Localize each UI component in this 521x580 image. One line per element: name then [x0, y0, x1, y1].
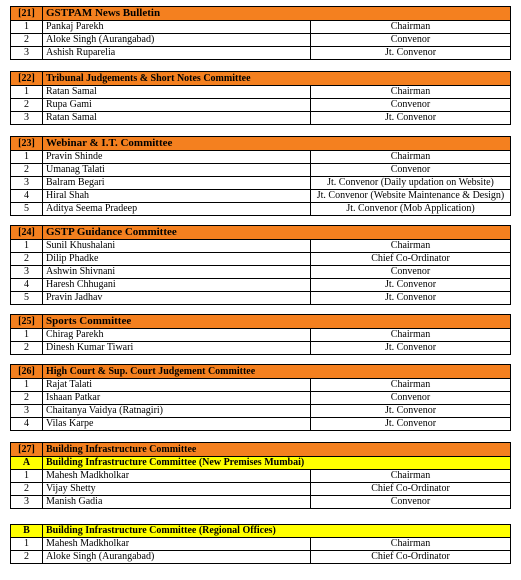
member-name: Haresh Chhugani	[43, 279, 311, 292]
member-role: Chief Co-Ordinator	[311, 551, 511, 564]
member-name: Chaitanya Vaidya (Ratnagiri)	[43, 405, 311, 418]
member-row	[11, 538, 511, 551]
member-role: Convenor	[310, 34, 510, 47]
member-row	[11, 266, 511, 279]
member-row	[11, 405, 511, 418]
member-role: Convenor	[311, 99, 511, 112]
member-role: Chairman	[311, 379, 511, 392]
serial-number: 3	[11, 405, 43, 418]
member-name: Pankaj Parekh	[43, 21, 311, 34]
serial-number: 3	[11, 47, 43, 60]
member-row	[11, 253, 511, 266]
member-role: Jt. Convenor	[310, 342, 510, 355]
serial-number: 2	[11, 551, 43, 564]
member-role: Jt. Convenor (Daily updation on Website)	[310, 177, 510, 190]
member-row	[11, 112, 511, 125]
serial-number: 4	[11, 190, 43, 203]
member-row	[11, 551, 511, 564]
member-name: Manish Gadia	[43, 496, 311, 509]
serial-number: 2	[11, 99, 43, 112]
member-name: Hiral Shah	[43, 190, 311, 203]
committee-table	[10, 364, 511, 431]
serial-number: 3	[11, 496, 43, 509]
committee-header	[11, 137, 511, 151]
committee-header	[11, 365, 511, 379]
serial-number: 3	[11, 177, 43, 190]
member-name: Dinesh Kumar Tiwari	[43, 342, 311, 355]
member-name: Vijay Shetty	[43, 483, 311, 496]
committee-number: [26]	[11, 365, 43, 379]
committee-table	[10, 225, 511, 305]
serial-number: 1	[11, 379, 43, 392]
member-name: Aloke Singh (Aurangabad)	[43, 551, 311, 564]
member-name: Ratan Samal	[43, 112, 311, 125]
member-role: Chairman	[310, 21, 510, 34]
committee-number: [27]	[11, 443, 43, 457]
member-row	[11, 86, 511, 99]
member-role: Chairman	[311, 86, 511, 99]
member-name: Rajat Talati	[43, 379, 311, 392]
serial-number: 4	[11, 279, 43, 292]
member-role: Chief Co-Ordinator	[311, 253, 511, 266]
serial-number: 1	[11, 240, 43, 253]
committee-table	[10, 314, 511, 355]
serial-number: 2	[11, 483, 43, 496]
committee-number: [21]	[11, 7, 43, 21]
member-name: Ashwin Shivnani	[43, 266, 311, 279]
member-role: Jt. Convenor (Website Maintenance & Design)	[310, 190, 510, 203]
subcommittee-header	[11, 525, 511, 538]
member-role: Chairman	[311, 538, 511, 551]
serial-number: 3	[11, 112, 43, 125]
member-name: Balram Begari	[43, 177, 311, 190]
serial-number: 3	[11, 266, 43, 279]
committee-title: Building Infrastructure Committee	[43, 443, 511, 457]
member-row	[11, 392, 511, 405]
committee-header	[11, 7, 511, 21]
member-row	[11, 47, 511, 60]
serial-number: 2	[11, 392, 43, 405]
committee-table	[10, 136, 511, 216]
serial-number: 5	[11, 292, 43, 305]
member-role: Chairman	[310, 470, 510, 483]
committee-title: Sports Committee	[43, 315, 511, 329]
committee-title: Webinar & I.T. Committee	[43, 137, 511, 151]
member-row	[11, 34, 511, 47]
member-row	[11, 483, 511, 496]
member-row	[11, 496, 511, 509]
member-row	[11, 470, 511, 483]
committee-header	[11, 72, 511, 86]
member-role: Convenor	[310, 496, 510, 509]
committee-header	[11, 443, 511, 457]
member-name: Ishaan Patkar	[43, 392, 311, 405]
committee-number: [25]	[11, 315, 43, 329]
member-name: Pravin Jadhav	[43, 292, 311, 305]
member-name: Dilip Phadke	[43, 253, 311, 266]
committee-table-building	[10, 442, 511, 509]
committee-title: GSTP Guidance Committee	[43, 226, 511, 240]
member-role: Chairman	[310, 329, 510, 342]
committee-title: Tribunal Judgements & Short Notes Committee	[43, 72, 511, 86]
member-role: Convenor	[310, 164, 510, 177]
member-name: Mahesh Madkholkar	[43, 538, 311, 551]
member-row	[11, 279, 511, 292]
serial-number: 2	[11, 253, 43, 266]
member-name: Aloke Singh (Aurangabad)	[43, 34, 311, 47]
serial-number: 1	[11, 470, 43, 483]
committee-header	[11, 226, 511, 240]
member-row	[11, 418, 511, 431]
member-role: Chairman	[311, 240, 511, 253]
subcommittee-header	[11, 457, 511, 470]
member-row	[11, 203, 511, 216]
serial-number: 1	[11, 21, 43, 34]
member-row	[11, 99, 511, 112]
serial-number: 4	[11, 418, 43, 431]
member-row	[11, 329, 511, 342]
member-role: Convenor	[311, 266, 511, 279]
subcommittee-title: Building Infrastructure Committee (New Premises Mumbai)	[43, 457, 511, 470]
member-row	[11, 342, 511, 355]
committee-number: [23]	[11, 137, 43, 151]
member-name: Vilas Karpe	[43, 418, 311, 431]
subcommittee-title: Building Infrastructure Committee (Regional Offices)	[43, 525, 511, 538]
committee-title: High Court & Sup. Court Judgement Committee	[43, 365, 511, 379]
serial-number: 1	[11, 86, 43, 99]
committee-table	[10, 6, 511, 60]
committee-table-regional	[10, 524, 511, 564]
member-name: Ratan Samal	[43, 86, 311, 99]
serial-number: 5	[11, 203, 43, 216]
serial-number: 2	[11, 342, 43, 355]
serial-number: 1	[11, 538, 43, 551]
serial-number: 1	[11, 329, 43, 342]
member-row	[11, 164, 511, 177]
serial-number: 2	[11, 34, 43, 47]
member-role: Jt. Convenor	[311, 279, 511, 292]
member-name: Chirag Parekh	[43, 329, 311, 342]
member-row	[11, 379, 511, 392]
member-name: Sunil Khushalani	[43, 240, 311, 253]
member-role: Jt. Convenor	[310, 47, 510, 60]
committee-title: GSTPAM News Bulletin	[43, 7, 511, 21]
member-row	[11, 177, 511, 190]
committee-number: [22]	[11, 72, 43, 86]
member-name: Umanag Talati	[43, 164, 311, 177]
member-name: Pravin Shinde	[43, 151, 311, 164]
member-role: Chief Co-Ordinator	[310, 483, 510, 496]
committee-table	[10, 71, 511, 125]
member-name: Mahesh Madkholkar	[43, 470, 311, 483]
member-row	[11, 151, 511, 164]
member-role: Chairman	[310, 151, 510, 164]
member-role: Jt. Convenor	[311, 405, 511, 418]
member-role: Jt. Convenor (Mob Application)	[310, 203, 510, 216]
serial-number: 2	[11, 164, 43, 177]
member-name: Rupa Gami	[43, 99, 311, 112]
member-row	[11, 190, 511, 203]
member-role: Jt. Convenor	[311, 418, 511, 431]
member-row	[11, 240, 511, 253]
subcommittee-letter: A	[11, 457, 43, 470]
member-row	[11, 292, 511, 305]
committee-header	[11, 315, 511, 329]
subcommittee-letter: B	[11, 525, 43, 538]
member-role: Jt. Convenor	[311, 112, 511, 125]
member-role: Convenor	[311, 392, 511, 405]
member-name: Aditya Seema Pradeep	[43, 203, 311, 216]
member-row	[11, 21, 511, 34]
member-role: Jt. Convenor	[311, 292, 511, 305]
member-name: Ashish Ruparelia	[43, 47, 311, 60]
committee-number: [24]	[11, 226, 43, 240]
serial-number: 1	[11, 151, 43, 164]
